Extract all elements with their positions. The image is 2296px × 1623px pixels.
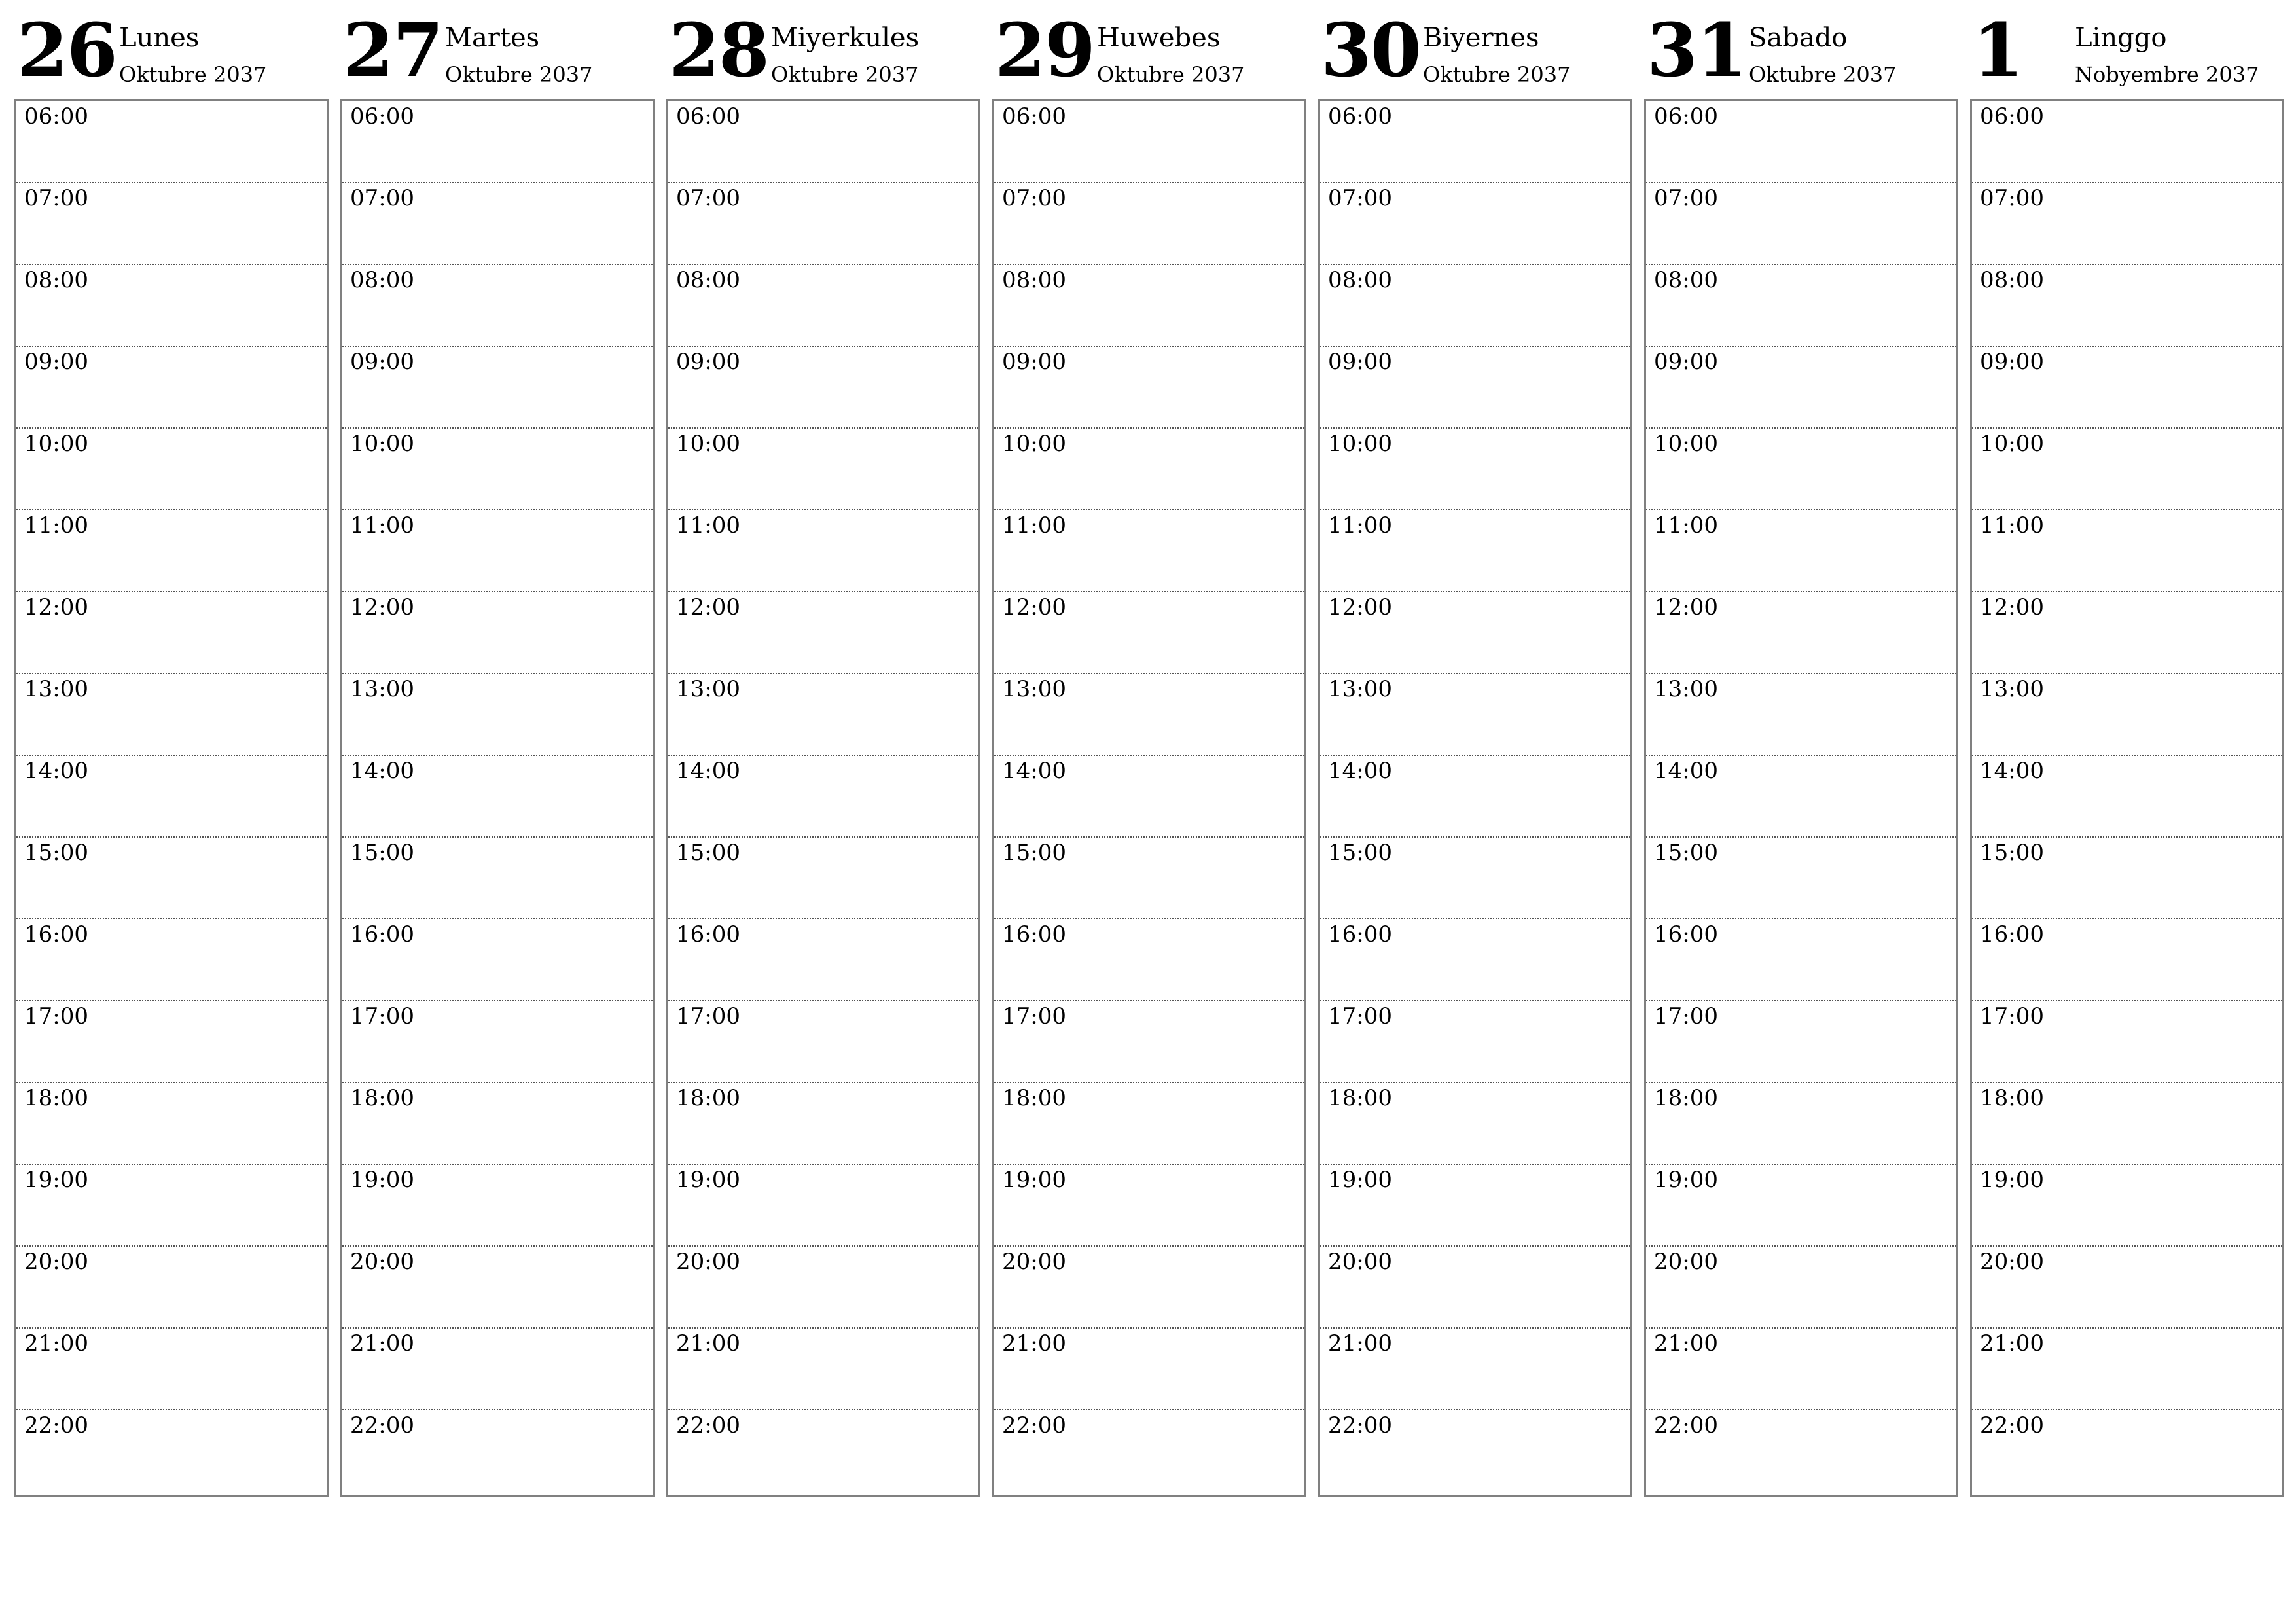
time-label: 09:00: [350, 349, 414, 375]
time-label: 10:00: [1002, 431, 1066, 457]
time-label: 11:00: [1328, 512, 1392, 539]
time-slot[interactable]: [1646, 674, 1956, 756]
time-label: 15:00: [350, 840, 414, 866]
time-label: 11:00: [350, 512, 414, 539]
time-label: 10:00: [1654, 431, 1718, 457]
day-name: Linggo: [2075, 23, 2167, 53]
time-slot[interactable]: [342, 756, 653, 838]
time-slot[interactable]: [1972, 183, 2282, 265]
time-slot-box: [340, 99, 655, 1497]
time-slot[interactable]: [1320, 674, 1630, 756]
time-slot-box: [1644, 99, 1958, 1497]
time-label: 20:00: [24, 1249, 88, 1275]
time-slot[interactable]: [668, 1329, 978, 1410]
day-header: [666, 0, 979, 98]
time-label: 12:00: [1328, 594, 1392, 620]
time-label: 21:00: [350, 1330, 414, 1357]
time-label: 12:00: [1654, 594, 1718, 620]
time-label: 14:00: [1328, 758, 1392, 784]
time-label: 11:00: [24, 512, 88, 539]
time-label: 11:00: [1980, 512, 2044, 539]
time-slot[interactable]: [1320, 510, 1630, 592]
time-slot[interactable]: [342, 347, 653, 429]
time-label: 06:00: [350, 103, 414, 130]
time-label: 19:00: [1328, 1167, 1392, 1193]
time-slot[interactable]: [994, 1083, 1304, 1165]
time-label: 18:00: [1002, 1085, 1066, 1111]
time-slot[interactable]: [994, 756, 1304, 838]
time-label: 07:00: [676, 185, 740, 211]
day-month: Oktubre 2037: [771, 62, 919, 87]
time-label: 18:00: [1328, 1085, 1392, 1111]
time-slot[interactable]: [1646, 1165, 1956, 1247]
time-label: 21:00: [676, 1330, 740, 1357]
time-label: 09:00: [1002, 349, 1066, 375]
time-label: 18:00: [676, 1085, 740, 1111]
time-slot[interactable]: [1320, 101, 1630, 183]
time-label: 15:00: [676, 840, 740, 866]
time-label: 20:00: [1654, 1249, 1718, 1275]
time-label: 14:00: [676, 758, 740, 784]
time-label: 07:00: [24, 185, 88, 211]
day-number: 26: [17, 8, 117, 94]
time-slot[interactable]: [1320, 919, 1630, 1001]
time-slot[interactable]: [668, 592, 978, 674]
time-slot[interactable]: [1646, 1329, 1956, 1410]
time-slot[interactable]: [668, 919, 978, 1001]
time-label: 17:00: [1328, 1003, 1392, 1029]
time-label: 22:00: [350, 1412, 414, 1438]
time-slot[interactable]: [342, 1165, 653, 1247]
day-number: 29: [995, 8, 1094, 94]
time-label: 09:00: [1980, 349, 2044, 375]
time-slot[interactable]: [1972, 510, 2282, 592]
time-slot[interactable]: [994, 838, 1304, 919]
time-label: 14:00: [350, 758, 414, 784]
time-slot[interactable]: [668, 510, 978, 592]
time-slot[interactable]: [1320, 592, 1630, 674]
time-slot[interactable]: [1972, 919, 2282, 1001]
time-slot[interactable]: [668, 101, 978, 183]
day-month: Oktubre 2037: [1423, 62, 1571, 87]
time-slot[interactable]: [342, 1329, 653, 1410]
time-label: 10:00: [1980, 431, 2044, 457]
time-slot-box: [14, 99, 329, 1497]
time-slot[interactable]: [994, 592, 1304, 674]
time-slot[interactable]: [342, 674, 653, 756]
time-label: 16:00: [676, 921, 740, 948]
time-slot[interactable]: [994, 1329, 1304, 1410]
time-slot[interactable]: [994, 674, 1304, 756]
time-slot[interactable]: [1646, 838, 1956, 919]
time-label: 14:00: [1002, 758, 1066, 784]
time-label: 08:00: [676, 267, 740, 293]
time-label: 22:00: [1654, 1412, 1718, 1438]
time-label: 09:00: [1654, 349, 1718, 375]
time-label: 19:00: [676, 1167, 740, 1193]
time-label: 09:00: [24, 349, 88, 375]
time-slot[interactable]: [1320, 1247, 1630, 1329]
time-slot[interactable]: [16, 101, 327, 183]
time-label: 18:00: [24, 1085, 88, 1111]
time-slot-box: [992, 99, 1306, 1497]
time-label: 11:00: [1654, 512, 1718, 539]
time-label: 08:00: [1002, 267, 1066, 293]
day-column-lunes: [14, 0, 327, 1505]
time-label: 20:00: [1002, 1249, 1066, 1275]
time-slot[interactable]: [1972, 347, 2282, 429]
time-slot-box: [666, 99, 980, 1497]
time-slot[interactable]: [994, 1247, 1304, 1329]
time-slot[interactable]: [16, 1001, 327, 1083]
time-slot[interactable]: [1646, 429, 1956, 510]
time-slot[interactable]: [1320, 1083, 1630, 1165]
time-label: 10:00: [1328, 431, 1392, 457]
time-slot[interactable]: [342, 510, 653, 592]
day-name: Martes: [445, 23, 540, 53]
time-slot[interactable]: [1972, 674, 2282, 756]
time-label: 15:00: [1002, 840, 1066, 866]
time-slot[interactable]: [342, 838, 653, 919]
time-label: 22:00: [1002, 1412, 1066, 1438]
time-label: 16:00: [350, 921, 414, 948]
time-slot[interactable]: [668, 429, 978, 510]
time-label: 11:00: [676, 512, 740, 539]
time-slot[interactable]: [1972, 838, 2282, 919]
time-label: 10:00: [350, 431, 414, 457]
time-slot[interactable]: [1320, 838, 1630, 919]
time-slot[interactable]: [1320, 1329, 1630, 1410]
time-slot[interactable]: [1972, 1329, 2282, 1410]
time-slot[interactable]: [1972, 592, 2282, 674]
time-slot[interactable]: [1320, 265, 1630, 347]
time-label: 20:00: [1980, 1249, 2044, 1275]
time-label: 13:00: [1980, 676, 2044, 702]
time-label: 16:00: [1002, 921, 1066, 948]
time-label: 18:00: [1654, 1085, 1718, 1111]
time-label: 09:00: [1328, 349, 1392, 375]
time-slot[interactable]: [994, 347, 1304, 429]
time-label: 13:00: [676, 676, 740, 702]
time-slot[interactable]: [994, 1001, 1304, 1083]
time-slot[interactable]: [16, 265, 327, 347]
time-label: 21:00: [1002, 1330, 1066, 1357]
time-slot[interactable]: [1972, 1247, 2282, 1329]
day-number: 31: [1647, 8, 1746, 94]
time-slot[interactable]: [1646, 1247, 1956, 1329]
time-label: 15:00: [1328, 840, 1392, 866]
time-label: 13:00: [1002, 676, 1066, 702]
day-number: 28: [669, 8, 768, 94]
time-slot[interactable]: [994, 265, 1304, 347]
time-slot[interactable]: [16, 183, 327, 265]
time-label: 16:00: [1980, 921, 2044, 948]
time-label: 07:00: [350, 185, 414, 211]
time-slot[interactable]: [1646, 919, 1956, 1001]
time-label: 12:00: [350, 594, 414, 620]
time-slot[interactable]: [994, 183, 1304, 265]
day-column-linggo: [1970, 0, 2283, 1505]
time-slot[interactable]: [342, 101, 653, 183]
time-label: 17:00: [1654, 1003, 1718, 1029]
time-label: 22:00: [24, 1412, 88, 1438]
time-slot[interactable]: [1320, 429, 1630, 510]
day-month: Oktubre 2037: [119, 62, 267, 87]
time-slot[interactable]: [342, 1083, 653, 1165]
time-label: 06:00: [676, 103, 740, 130]
time-slot[interactable]: [1320, 1410, 1630, 1492]
time-label: 12:00: [1980, 594, 2044, 620]
day-header: [1970, 0, 2283, 98]
time-label: 06:00: [1328, 103, 1392, 130]
time-slot[interactable]: [1320, 1001, 1630, 1083]
time-slot[interactable]: [1646, 101, 1956, 183]
time-slot[interactable]: [1320, 756, 1630, 838]
time-label: 07:00: [1328, 185, 1392, 211]
time-label: 11:00: [1002, 512, 1066, 539]
time-slot[interactable]: [16, 674, 327, 756]
time-slot[interactable]: [342, 183, 653, 265]
time-slot[interactable]: [342, 1410, 653, 1492]
time-slot[interactable]: [1646, 347, 1956, 429]
time-slot[interactable]: [668, 1165, 978, 1247]
day-month: Nobyembre 2037: [2075, 62, 2259, 87]
day-header: [14, 0, 327, 98]
day-name: Biyernes: [1423, 23, 1539, 53]
time-slot[interactable]: [994, 919, 1304, 1001]
day-number: 30: [1321, 8, 1420, 94]
time-label: 10:00: [676, 431, 740, 457]
time-label: 16:00: [1328, 921, 1392, 948]
time-slot[interactable]: [1646, 510, 1956, 592]
time-label: 19:00: [1654, 1167, 1718, 1193]
time-slot[interactable]: [342, 429, 653, 510]
time-slot[interactable]: [668, 674, 978, 756]
day-header: [1318, 0, 1631, 98]
time-slot[interactable]: [668, 838, 978, 919]
time-slot[interactable]: [16, 1329, 327, 1410]
time-label: 09:00: [676, 349, 740, 375]
time-label: 19:00: [1980, 1167, 2044, 1193]
time-slot[interactable]: [342, 1001, 653, 1083]
time-slot[interactable]: [16, 756, 327, 838]
day-number: 27: [343, 8, 442, 94]
time-slot[interactable]: [16, 510, 327, 592]
time-label: 07:00: [1654, 185, 1718, 211]
time-label: 21:00: [1654, 1330, 1718, 1357]
time-slot-box: [1318, 99, 1632, 1497]
time-label: 18:00: [1980, 1085, 2044, 1111]
time-slot-box: [1970, 99, 2284, 1497]
time-slot[interactable]: [1972, 265, 2282, 347]
time-label: 13:00: [24, 676, 88, 702]
time-label: 06:00: [1980, 103, 2044, 130]
day-header: [1644, 0, 1957, 98]
time-slot[interactable]: [16, 592, 327, 674]
time-label: 08:00: [1980, 267, 2044, 293]
day-number: 1: [1973, 8, 2022, 94]
time-label: 08:00: [1654, 267, 1718, 293]
day-name: Lunes: [119, 23, 200, 53]
time-slot[interactable]: [668, 347, 978, 429]
day-header: [992, 0, 1305, 98]
time-slot[interactable]: [342, 265, 653, 347]
time-slot[interactable]: [1972, 429, 2282, 510]
time-label: 12:00: [676, 594, 740, 620]
day-column-sabado: [1644, 0, 1957, 1505]
time-label: 06:00: [1002, 103, 1066, 130]
time-label: 08:00: [350, 267, 414, 293]
day-header: [340, 0, 653, 98]
time-slot[interactable]: [16, 1410, 327, 1492]
time-label: 14:00: [24, 758, 88, 784]
time-slot[interactable]: [342, 592, 653, 674]
time-slot[interactable]: [668, 1001, 978, 1083]
day-month: Oktubre 2037: [1749, 62, 1897, 87]
time-label: 22:00: [1980, 1412, 2044, 1438]
day-column-martes: [340, 0, 653, 1505]
time-label: 15:00: [1654, 840, 1718, 866]
day-column-huwebes: [992, 0, 1305, 1505]
time-slot[interactable]: [16, 429, 327, 510]
time-slot[interactable]: [1320, 347, 1630, 429]
time-slot[interactable]: [1646, 265, 1956, 347]
time-slot[interactable]: [1972, 1083, 2282, 1165]
time-slot[interactable]: [1646, 183, 1956, 265]
time-slot[interactable]: [668, 183, 978, 265]
time-slot[interactable]: [1972, 756, 2282, 838]
time-slot[interactable]: [668, 265, 978, 347]
time-slot[interactable]: [1646, 592, 1956, 674]
time-label: 20:00: [350, 1249, 414, 1275]
time-label: 14:00: [1980, 758, 2044, 784]
time-slot[interactable]: [16, 838, 327, 919]
day-name: Sabado: [1749, 23, 1848, 53]
time-slot[interactable]: [668, 1083, 978, 1165]
day-month: Oktubre 2037: [445, 62, 593, 87]
time-slot[interactable]: [342, 1247, 653, 1329]
time-slot[interactable]: [16, 1083, 327, 1165]
time-label: 08:00: [1328, 267, 1392, 293]
time-label: 19:00: [350, 1167, 414, 1193]
time-label: 12:00: [1002, 594, 1066, 620]
time-slot[interactable]: [16, 1247, 327, 1329]
time-label: 15:00: [1980, 840, 2044, 866]
time-slot[interactable]: [1320, 1165, 1630, 1247]
time-slot[interactable]: [994, 510, 1304, 592]
time-label: 19:00: [24, 1167, 88, 1193]
time-label: 17:00: [350, 1003, 414, 1029]
time-slot[interactable]: [1646, 1083, 1956, 1165]
day-name: Huwebes: [1097, 23, 1221, 53]
time-label: 20:00: [676, 1249, 740, 1275]
time-label: 17:00: [1980, 1003, 2044, 1029]
time-label: 21:00: [1980, 1330, 2044, 1357]
time-slot[interactable]: [1972, 1410, 2282, 1492]
time-label: 13:00: [1328, 676, 1392, 702]
time-label: 10:00: [24, 431, 88, 457]
time-label: 22:00: [1328, 1412, 1392, 1438]
time-label: 07:00: [1002, 185, 1066, 211]
day-column-biyernes: [1318, 0, 1631, 1505]
time-slot[interactable]: [16, 1165, 327, 1247]
time-slot[interactable]: [1646, 1001, 1956, 1083]
time-label: 18:00: [350, 1085, 414, 1111]
time-slot[interactable]: [1972, 1001, 2282, 1083]
time-label: 12:00: [24, 594, 88, 620]
weekly-planner: [14, 0, 2296, 1505]
time-slot[interactable]: [16, 919, 327, 1001]
time-label: 16:00: [24, 921, 88, 948]
time-label: 17:00: [24, 1003, 88, 1029]
time-slot[interactable]: [1646, 756, 1956, 838]
time-slot[interactable]: [342, 919, 653, 1001]
time-label: 22:00: [676, 1412, 740, 1438]
time-label: 14:00: [1654, 758, 1718, 784]
time-slot[interactable]: [1972, 101, 2282, 183]
time-label: 07:00: [1980, 185, 2044, 211]
time-label: 06:00: [1654, 103, 1718, 130]
time-slot[interactable]: [1320, 183, 1630, 265]
time-slot[interactable]: [994, 1410, 1304, 1492]
time-slot[interactable]: [994, 101, 1304, 183]
time-label: 17:00: [1002, 1003, 1066, 1029]
day-month: Oktubre 2037: [1097, 62, 1245, 87]
time-label: 15:00: [24, 840, 88, 866]
time-slot[interactable]: [668, 756, 978, 838]
time-label: 20:00: [1328, 1249, 1392, 1275]
time-slot[interactable]: [994, 1165, 1304, 1247]
time-label: 08:00: [24, 267, 88, 293]
time-slot[interactable]: [668, 1410, 978, 1492]
time-label: 13:00: [1654, 676, 1718, 702]
time-slot[interactable]: [994, 429, 1304, 510]
day-column-miyerkules: [666, 0, 979, 1505]
time-slot[interactable]: [1646, 1410, 1956, 1492]
day-name: Miyerkules: [771, 23, 920, 53]
time-label: 06:00: [24, 103, 88, 130]
time-label: 19:00: [1002, 1167, 1066, 1193]
time-slot[interactable]: [668, 1247, 978, 1329]
time-label: 13:00: [350, 676, 414, 702]
time-slot[interactable]: [1972, 1165, 2282, 1247]
time-label: 17:00: [676, 1003, 740, 1029]
time-label: 16:00: [1654, 921, 1718, 948]
time-label: 21:00: [24, 1330, 88, 1357]
time-label: 21:00: [1328, 1330, 1392, 1357]
time-slot[interactable]: [16, 347, 327, 429]
